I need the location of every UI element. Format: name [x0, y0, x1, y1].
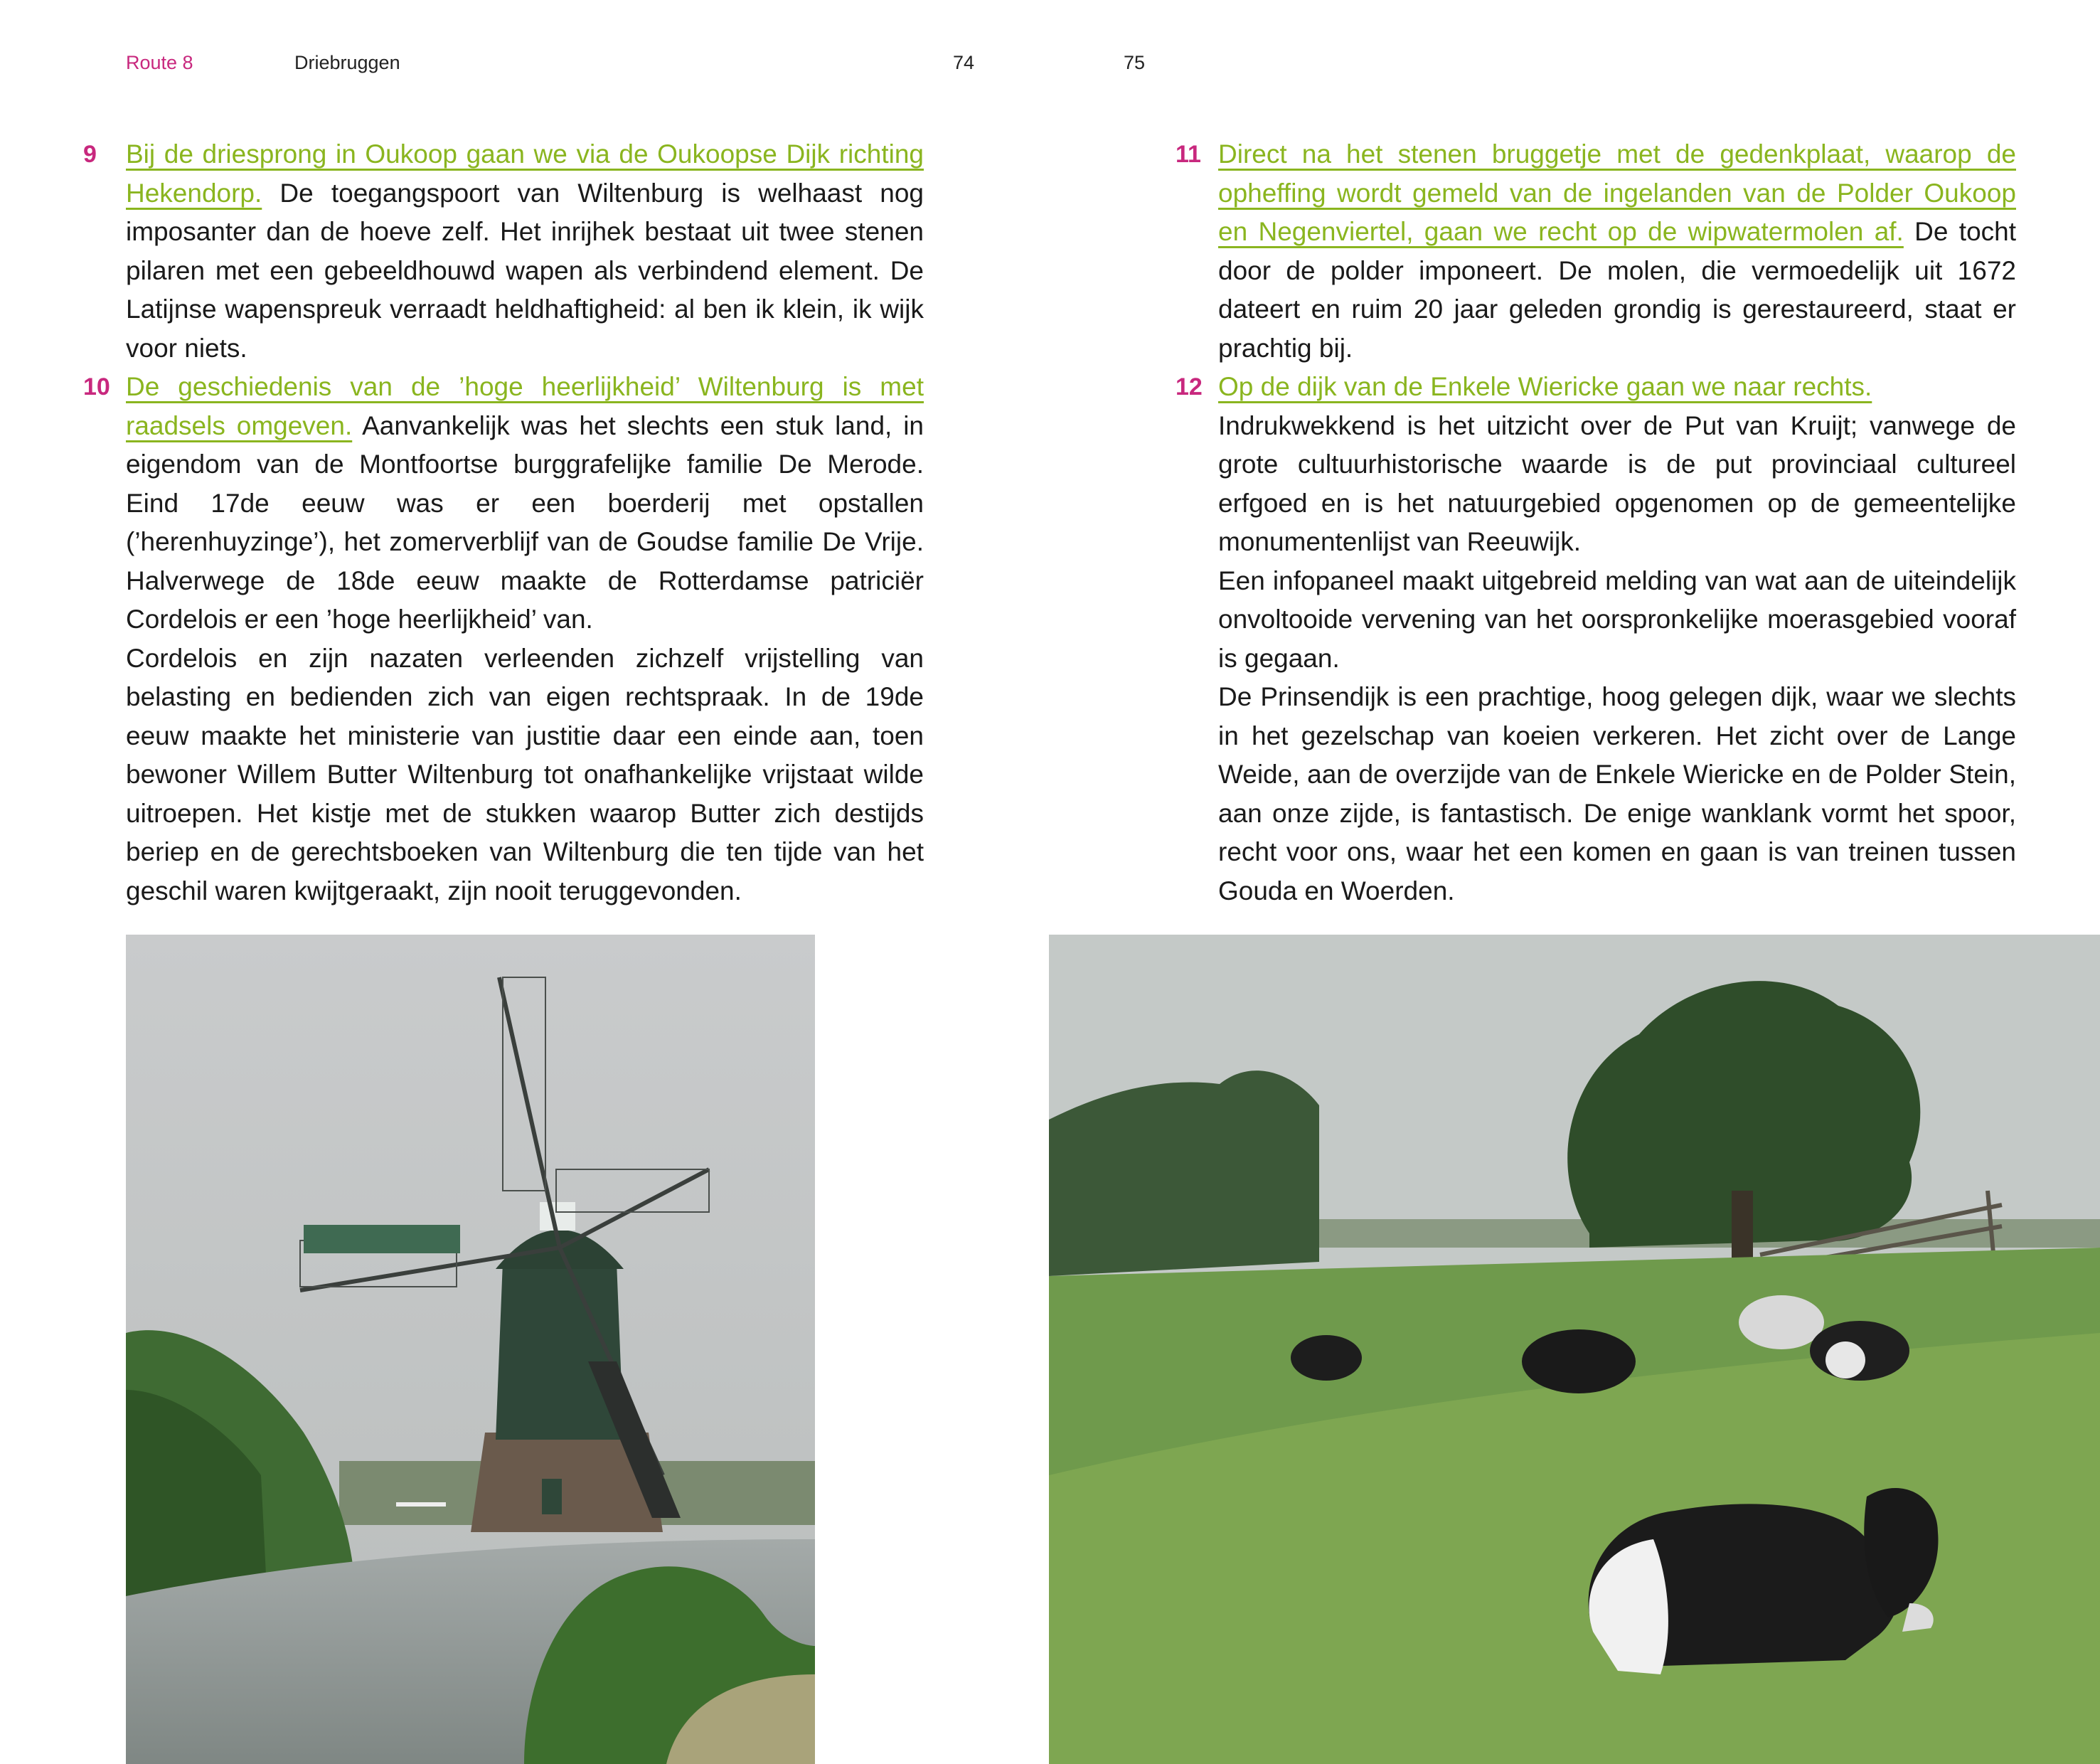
step-instruction: Op de dijk van de Enkele Wiericke gaan we naar rechts.	[1218, 372, 1872, 401]
page-number-right: 75	[1124, 52, 1146, 73]
step-number: 12	[1176, 373, 1203, 400]
route-step-10	[83, 368, 924, 639]
route-step-12	[1176, 368, 2016, 407]
step-description: De tocht door de polder imponeert. De molen, die vermoedelijk uit 1672 dateert en ruim 20 jaar geleden grondig is gerestaureerd, staat er prachtig bij.	[1218, 217, 2017, 363]
route-step-9	[83, 135, 924, 368]
step-description: Aanvankelijk was het slechts een stuk land, in eigendom van de Montfoortse burggrafelijke familie De Merode. Eind 17de eeuw was er een boerderij met opstallen (’herenhuyzinge’), het zomerverblijf van de Goudse familie De Vrije. Halverwege de 18de eeuw maakte de Rotterdamse patriciër Cordelois er een ’hoge heerlijkheid’ van.	[126, 410, 924, 634]
paragraph: Een infopaneel maakt uitgebreid melding van wat aan de uiteindelijk onvoltooide vervening van het oorspronkelijke moerasgebied vooraf is gegaan.	[1218, 565, 2016, 673]
step-number: 10	[83, 373, 110, 400]
route-label: Route 8	[126, 52, 193, 73]
step-instruction: De geschiedenis van de ’hoge heerlijkheid’ Wiltenburg is met raadsels omgeven.	[126, 372, 924, 440]
page-number-left: 74	[953, 52, 975, 73]
step-number: 11	[1176, 141, 1201, 168]
left-text-column	[83, 135, 924, 910]
route-step-11	[1176, 135, 2017, 368]
paragraph: Indrukwekkend is het uitzicht over de Put van Kruijt; vanwege de grote cultuurhistorische waarde is de put provinciaal cultureel erfgoed en is het natuurgebied opgenomen op de gemeentelijke monumentenlijst van Reeuwijk.	[1218, 410, 2016, 556]
windmill-illustration	[126, 935, 815, 1764]
step-number: 9	[83, 141, 97, 168]
step-description: De toegangspoort van Wiltenburg is welhaast nog imposanter dan de hoeve zelf. Het inrijhek bestaat uit twee stenen pilaren met een gebeeldhouwd wapen als verbindend element. De Latijnse wapenspreuk verraadt heldhaftigheid: al ben ik klein, ik wijk voor niets.	[126, 178, 924, 363]
step-instruction: Bij de driesprong in Oukoop gaan we via de Oukoopse Dijk richting Hekendorp.	[126, 139, 924, 208]
chapter-title: Driebruggen	[294, 52, 400, 73]
step-instruction: Direct na het stenen bruggetje met de gedenkplaat, waarop de opheffing wordt gemeld van de ingelanden van de Polder Oukoop en Negenviertel, gaan we recht op de wipwatermolen af.	[1218, 139, 2016, 246]
paragraph: Cordelois en zijn nazaten verleenden zichzelf vrijstelling van belasting en bedienden zich van eigen rechtspraak. In de 19de eeuw maakte het ministerie van justitie daar een einde aan, toen bewoner Willem Butter Wiltenburg tot onafhankelijke vrijstaat wilde uitroepen. Het kistje met de stukken waarop Butter zich destijds beriep en de gerechtsboeken van Wiltenburg die ten tijde van het geschil waren kwijtgeraakt, zijn nooit teruggevonden.	[126, 643, 924, 905]
cows-illustration	[1049, 935, 2100, 1764]
cows-photo	[1049, 935, 2100, 1764]
paragraph: De Prinsendijk is een prachtige, hoog gelegen dijk, waar we slechts in het gezelschap van koeien verkeren. Het zicht over de Lange Weide, aan de overzijde van de Enkele Wiericke en de Polder Stein, aan onze zijde, is fantastisch. De enige wanklank vormt het spoor, recht voor ons, waar het een komen en gaan is van treinen tussen Gouda en Woerden.	[1218, 682, 2016, 905]
windmill-photo	[126, 935, 815, 1764]
right-text-column	[1176, 135, 2017, 910]
